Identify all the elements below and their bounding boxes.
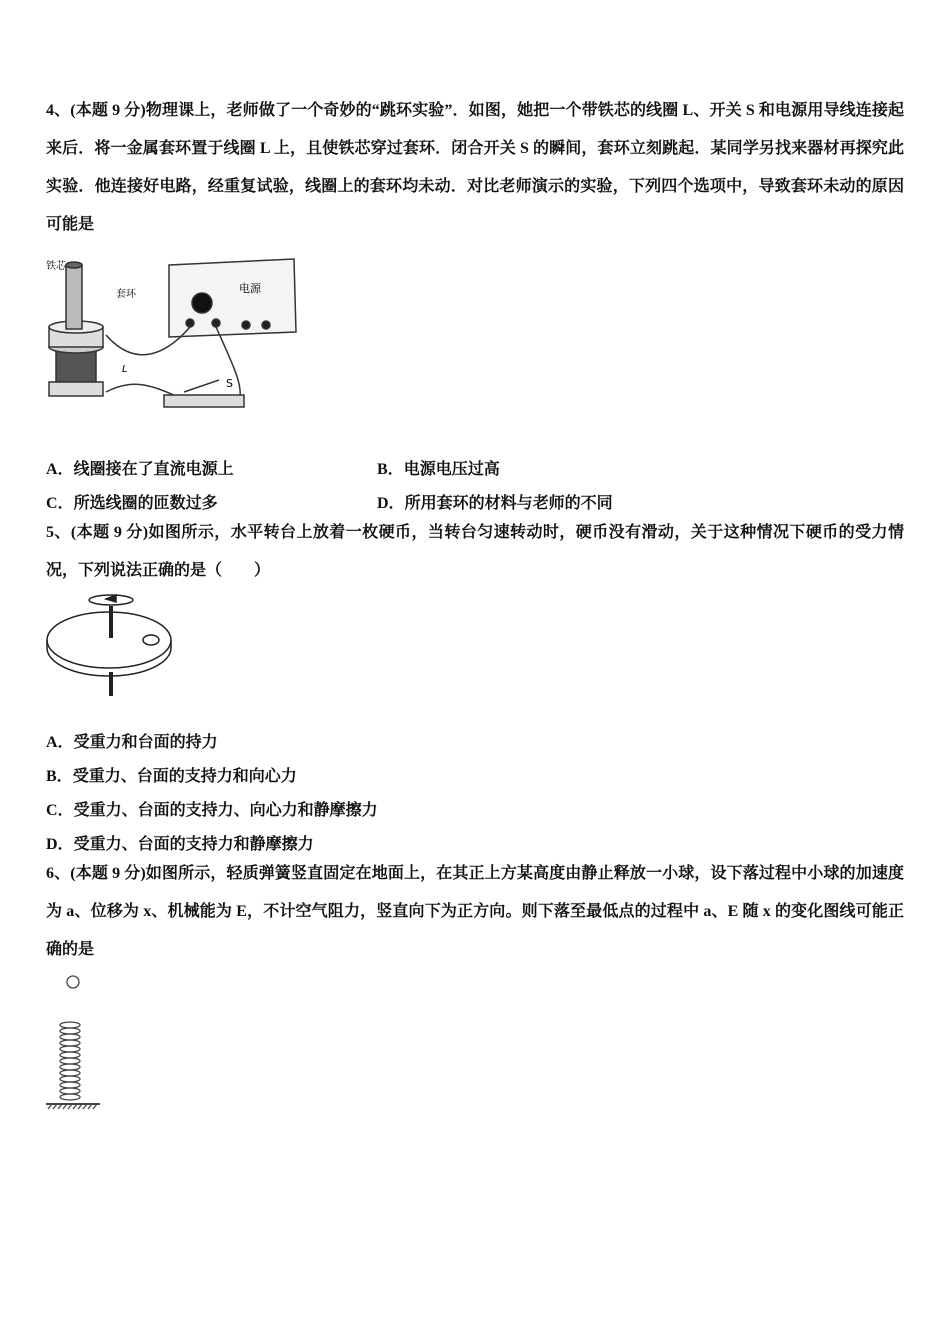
option-label: B．: [377, 461, 404, 478]
option-label: A．: [46, 461, 74, 478]
option-text: 所选线圈的匝数过多: [73, 495, 218, 512]
option-label: B．: [46, 768, 73, 785]
question-4: [46, 92, 904, 244]
option-d[interactable]: [46, 831, 314, 854]
option-text: 所用套环的材料与老师的不同: [404, 495, 613, 512]
option-text: 受重力、台面的支持力和静摩擦力: [73, 836, 314, 853]
option-text: 线圈接在了直流电源上: [73, 461, 234, 478]
option-d[interactable]: [377, 490, 613, 513]
option-text: 电源电压过高: [403, 461, 500, 478]
option-c[interactable]: [46, 490, 218, 513]
label-power: 电源: [239, 282, 261, 295]
spring-ball-figure: [44, 970, 104, 1115]
question-6: [46, 855, 904, 969]
spring-icon: [60, 1022, 80, 1100]
switch-icon: [164, 395, 244, 407]
question-score: (本题 9 分): [70, 102, 146, 119]
question-number: 5、: [46, 524, 71, 541]
option-label: A．: [46, 734, 74, 751]
option-label: C．: [46, 802, 74, 819]
question-5: [46, 514, 904, 590]
question-stem: 物理课上，老师做了一个奇妙的“跳环实验”．如图，她把一个带铁芯的线圈 L、开关 S 和电源用导线连接起来后．将一金属套环置于线圈 L 上，且使铁芯穿过套环．闭合开关 S 的瞬间，套环立刻跳起．某同学另找来器材再探究此实验．他连接好电路，经重复试验，线圈上的套环均未动．对比老师演示的实验，下列四个选项中，导致套环未动的原因可能是: [46, 102, 904, 233]
question-number: 6、: [46, 865, 71, 882]
option-c[interactable]: [46, 797, 378, 820]
label-ring: 套环: [116, 289, 136, 300]
option-b[interactable]: [46, 763, 297, 786]
option-text: 受重力和台面的持力: [73, 734, 218, 751]
question-stem: 如图所示，水平转台上放着一枚硬币，当转台匀速转动时，硬币没有滑动，关于这种情况下硬币的受力情况，下列说法正确的是（ ）: [46, 524, 904, 579]
label-iron-core: 铁芯: [46, 261, 66, 272]
ball-icon: [67, 976, 79, 988]
jumping-ring-apparatus-figure: [44, 247, 304, 412]
option-label: D．: [377, 495, 405, 512]
turntable-figure: [44, 590, 174, 698]
label-switch: S: [226, 377, 233, 390]
option-text: 受重力、台面的支持力和向心力: [72, 768, 297, 785]
option-b[interactable]: [377, 456, 500, 479]
option-label: D．: [46, 836, 74, 853]
question-stem: 如图所示，轻质弹簧竖直固定在地面上，在其正上方某高度由静止释放一小球，设下落过程中小球的加速度为 a、位移为 x、机械能为 E，不计空气阻力，竖直向下为正方向。则下落至最低点的过程中 a、E 随 x 的变化图线可能正确的是: [46, 865, 904, 958]
option-a[interactable]: [46, 456, 234, 479]
iron-core-icon: [66, 265, 82, 329]
question-score: (本题 9 分): [70, 865, 146, 882]
option-a[interactable]: [46, 729, 218, 752]
option-text: 受重力、台面的支持力、向心力和静摩擦力: [73, 802, 378, 819]
label-coil: L: [122, 364, 128, 375]
question-score: (本题 9 分): [70, 524, 149, 541]
question-number: 4、: [46, 102, 71, 119]
option-label: C．: [46, 495, 74, 512]
